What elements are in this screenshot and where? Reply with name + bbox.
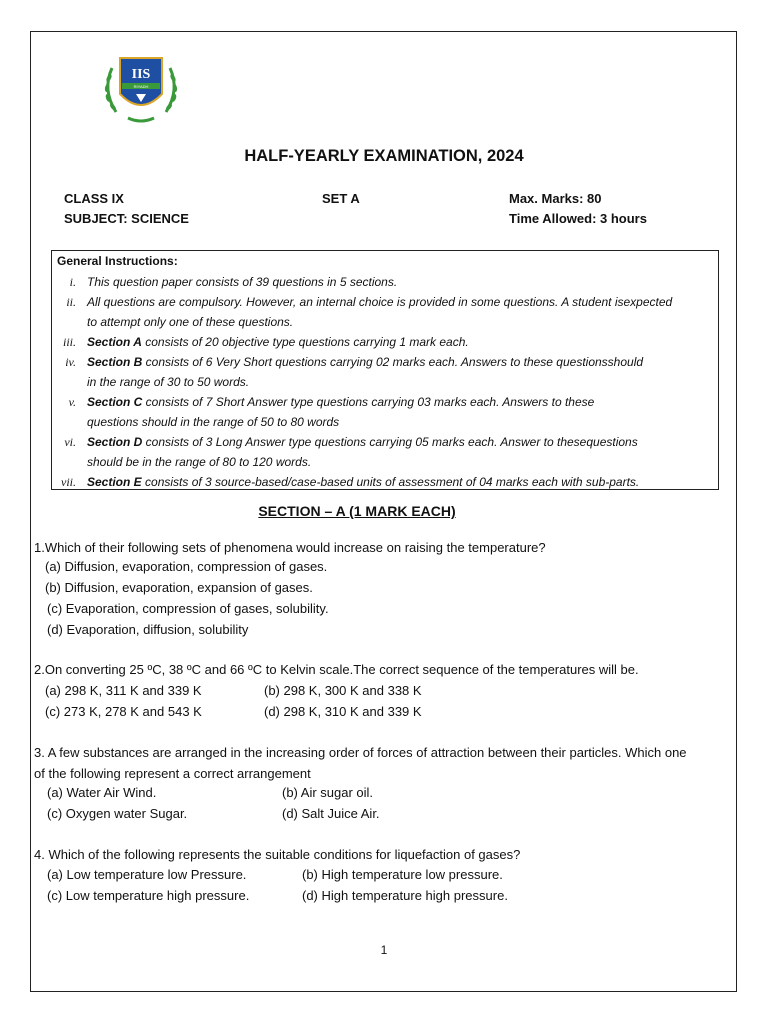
time-allowed: Time Allowed: 3 hours (509, 211, 647, 226)
instruction-item: vii. Section E consists of 3 source-based/case-based units of assessment of 04 marks each with sub-parts. (61, 475, 640, 489)
q2-option-a: (a) 298 K, 311 K and 339 K (45, 683, 202, 698)
q2-option-b: (b) 298 K, 300 K and 338 K (264, 683, 422, 698)
q1-option-b: (b) Diffusion, evaporation, expansion of gases. (45, 580, 313, 595)
max-marks: Max. Marks: 80 (509, 191, 602, 206)
subject-label: SUBJECT: SCIENCE (64, 211, 189, 226)
section-a-heading: SECTION – A (1 MARK EACH) (258, 503, 456, 519)
svg-text:IIS: IIS (131, 67, 151, 82)
q4-option-c: (c) Low temperature high pressure. (47, 888, 250, 903)
page-number: 1 (380, 943, 388, 957)
q2-option-c: (c) 273 K, 278 K and 543 K (45, 704, 202, 719)
exam-title: HALF-YEARLY EXAMINATION, 2024 (244, 147, 524, 165)
instructions-list (52, 272, 697, 492)
svg-text:RIYADH: RIYADH (133, 84, 149, 89)
instruction-item: vi. Section D consists of 3 Long Answer type questions carrying 05 marks each. Answer to thesequestions should be in the range of 80 to 120 words. (64, 435, 638, 469)
q3-option-c: (c) Oxygen water Sugar. (47, 806, 188, 821)
q4-option-d: (d) High temperature high pressure. (302, 888, 508, 903)
q1-option-a: (a) Diffusion, evaporation, compression of gases. (45, 559, 328, 574)
question-2: 2.On converting 25 ºC, 38 ºC and 66 ºC to Kelvin scale.The correct sequence of the temperatures will be. (34, 662, 639, 677)
school-logo (98, 50, 184, 126)
instruction-item: v. Section C consists of 7 Short Answer type questions carrying 03 marks each. Answers to these questions should in the range of 50 to 80 words (68, 395, 595, 429)
q4-option-b: (b) High temperature low pressure. (302, 867, 503, 882)
question-3-line-2: of the following represent a correct arrangement (34, 766, 311, 781)
instruction-item: i. This question paper consists of 39 questions in 5 sections. (69, 275, 398, 289)
q1-option-c: (c) Evaporation, compression of gases, solubility. (47, 601, 329, 616)
instructions-heading: General Instructions: (57, 254, 178, 268)
q2-option-d: (d) 298 K, 310 K and 339 K (264, 704, 422, 719)
q3-option-a: (a) Water Air Wind. (47, 785, 157, 800)
class-label: CLASS IX (64, 191, 124, 206)
set-label: SET A (322, 191, 360, 206)
instruction-item: iii. Section A consists of 20 objective type questions carrying 1 mark each. (62, 335, 469, 349)
q3-option-d: (d) Salt Juice Air. (282, 806, 380, 821)
q3-option-b: (b) Air sugar oil. (282, 785, 374, 800)
instruction-item: ii. All questions are compulsory. However, an internal choice is provided in some questions. A student isexpected to attempt only one of these questions. (66, 295, 673, 329)
question-3-line-1: 3. A few substances are arranged in the increasing order of forces of attraction between their particles. Which one (34, 745, 687, 760)
q4-option-a: (a) Low temperature low Pressure. (47, 867, 247, 882)
question-1: 1.Which of their following sets of phenomena would increase on raising the temperature? (34, 540, 546, 555)
q1-option-d: (d) Evaporation, diffusion, solubility (47, 622, 249, 637)
question-4: 4. Which of the following represents the suitable conditions for liquefaction of gases? (34, 847, 521, 862)
instruction-item: iv. Section B consists of 6 Very Short questions carrying 02 marks each. Answers to these questionsshould in the range of 30 to 50 words. (65, 355, 644, 389)
